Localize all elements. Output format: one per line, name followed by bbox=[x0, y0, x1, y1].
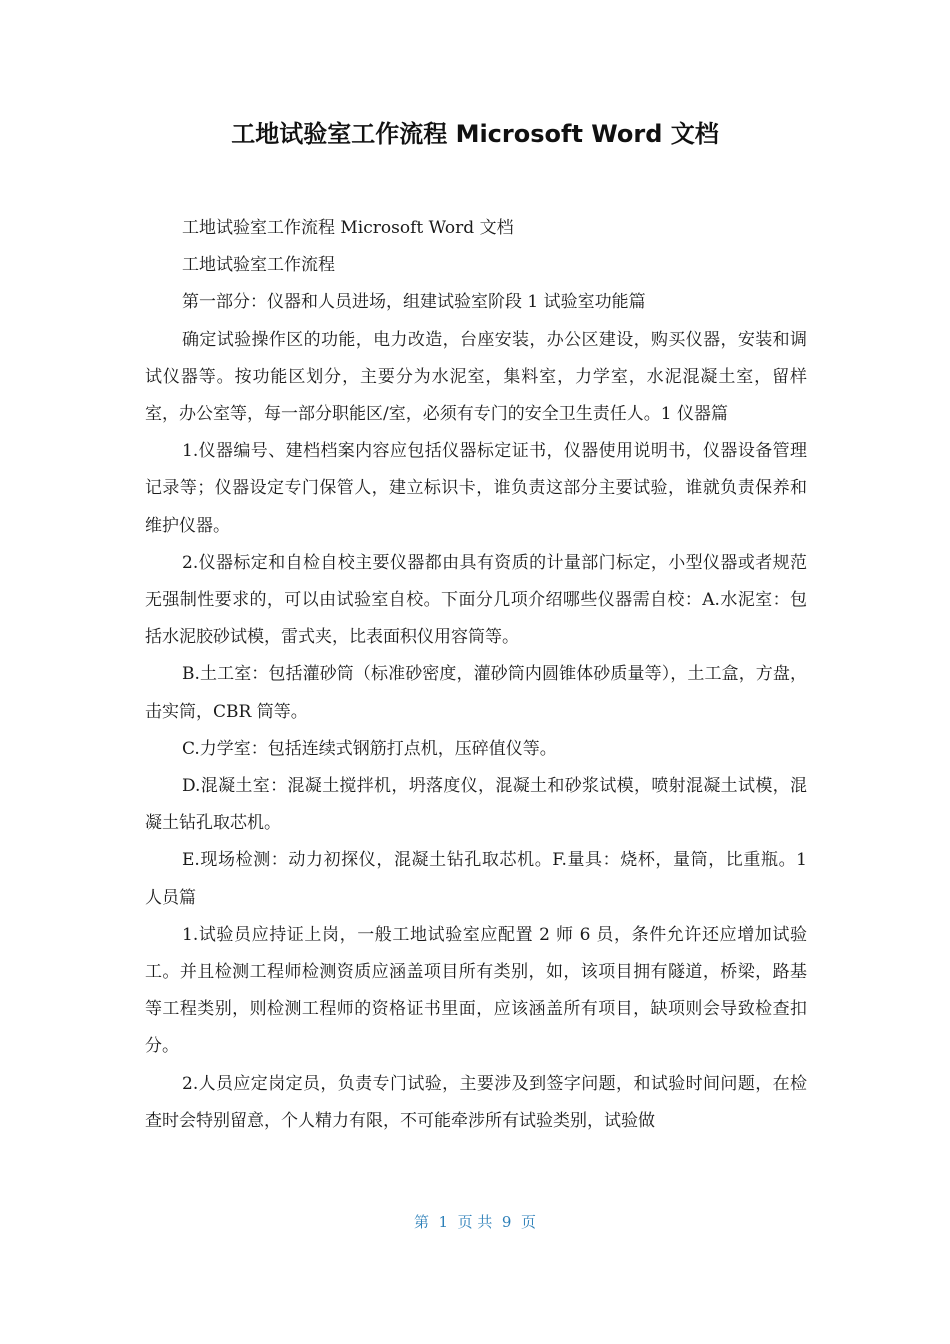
paragraph: 2.仪器标定和自检自校主要仪器都由具有资质的计量部门标定，小型仪器或者规范无强制性要求的，可以由试验室自校。下面分几项介绍哪些仪器需自校：A.水泥室：包括水泥胶砂试模，雷式夹，比表面积仪用容筒等。 bbox=[145, 552, 807, 648]
paragraph: C.力学室：包括连续式钢筋打点机，压碎值仪等。 bbox=[182, 738, 557, 759]
paragraph: 1.仪器编号、建档档案内容应包括仪器标定证书，仪器使用说明书，仪器设备管理记录等；仪器设定专门保管人，建立标识卡，谁负责这部分主要试验，谁就负责保养和维护仪器。 bbox=[145, 441, 807, 536]
page-number-footer: 第 1 页 共 9 页 bbox=[414, 1213, 536, 1231]
document-title: 工地试验室工作流程 Microsoft Word 文档 bbox=[231, 120, 719, 148]
paragraph: E.现场检测：动力初探仪，混凝土钻孔取芯机。F.量具：烧杯，量筒，比重瓶。1 人员篇 bbox=[145, 850, 807, 908]
paragraph: 确定试验操作区的功能，电力改造，台座安装，办公区建设，购买仪器，安装和调试仪器等。按功能区划分，主要分为水泥室，集料室，力学室，水泥混凝土室，留样室，办公室等，每一部分职能区/室，必须有专门的安全卫生责任人。1 仪器篇 bbox=[145, 329, 807, 425]
paragraph: 2.人员应定岗定员，负责专门试验，主要涉及到签字问题，和试验时间问题，在检查时会特别留意，个人精力有限，不可能牵涉所有试验类别，试验做 bbox=[145, 1073, 807, 1131]
paragraph: D.混凝土室：混凝土搅拌机，坍落度仪，混凝土和砂浆试模，喷射混凝土试模，混凝土钻孔取芯机。 bbox=[145, 776, 807, 834]
paragraph: 工地试验室工作流程 bbox=[182, 255, 335, 276]
paragraph: 工地试验室工作流程 Microsoft Word 文档 bbox=[182, 218, 514, 238]
paragraph: 第一部分：仪器和人员进场，组建试验室阶段 1 试验室功能篇 bbox=[182, 292, 646, 313]
paragraph: 1.试验员应持证上岗，一般工地试验室应配置 2 师 6 员，条件允许还应增加试验工。并且检测工程师检测资质应涵盖项目所有类别，如，该项目拥有隧道，桥梁，路基等工程类别，则检测工程师的资格证书里面，应该涵盖所有项目，缺项则会导致检查扣分。 bbox=[145, 924, 807, 1057]
document-body bbox=[145, 210, 807, 1140]
paragraph: B.土工室：包括灌砂筒（标准砂密度，灌砂筒内圆锥体砂质量等），土工盒，方盘，击实筒，CBR 筒等。 bbox=[145, 664, 807, 722]
